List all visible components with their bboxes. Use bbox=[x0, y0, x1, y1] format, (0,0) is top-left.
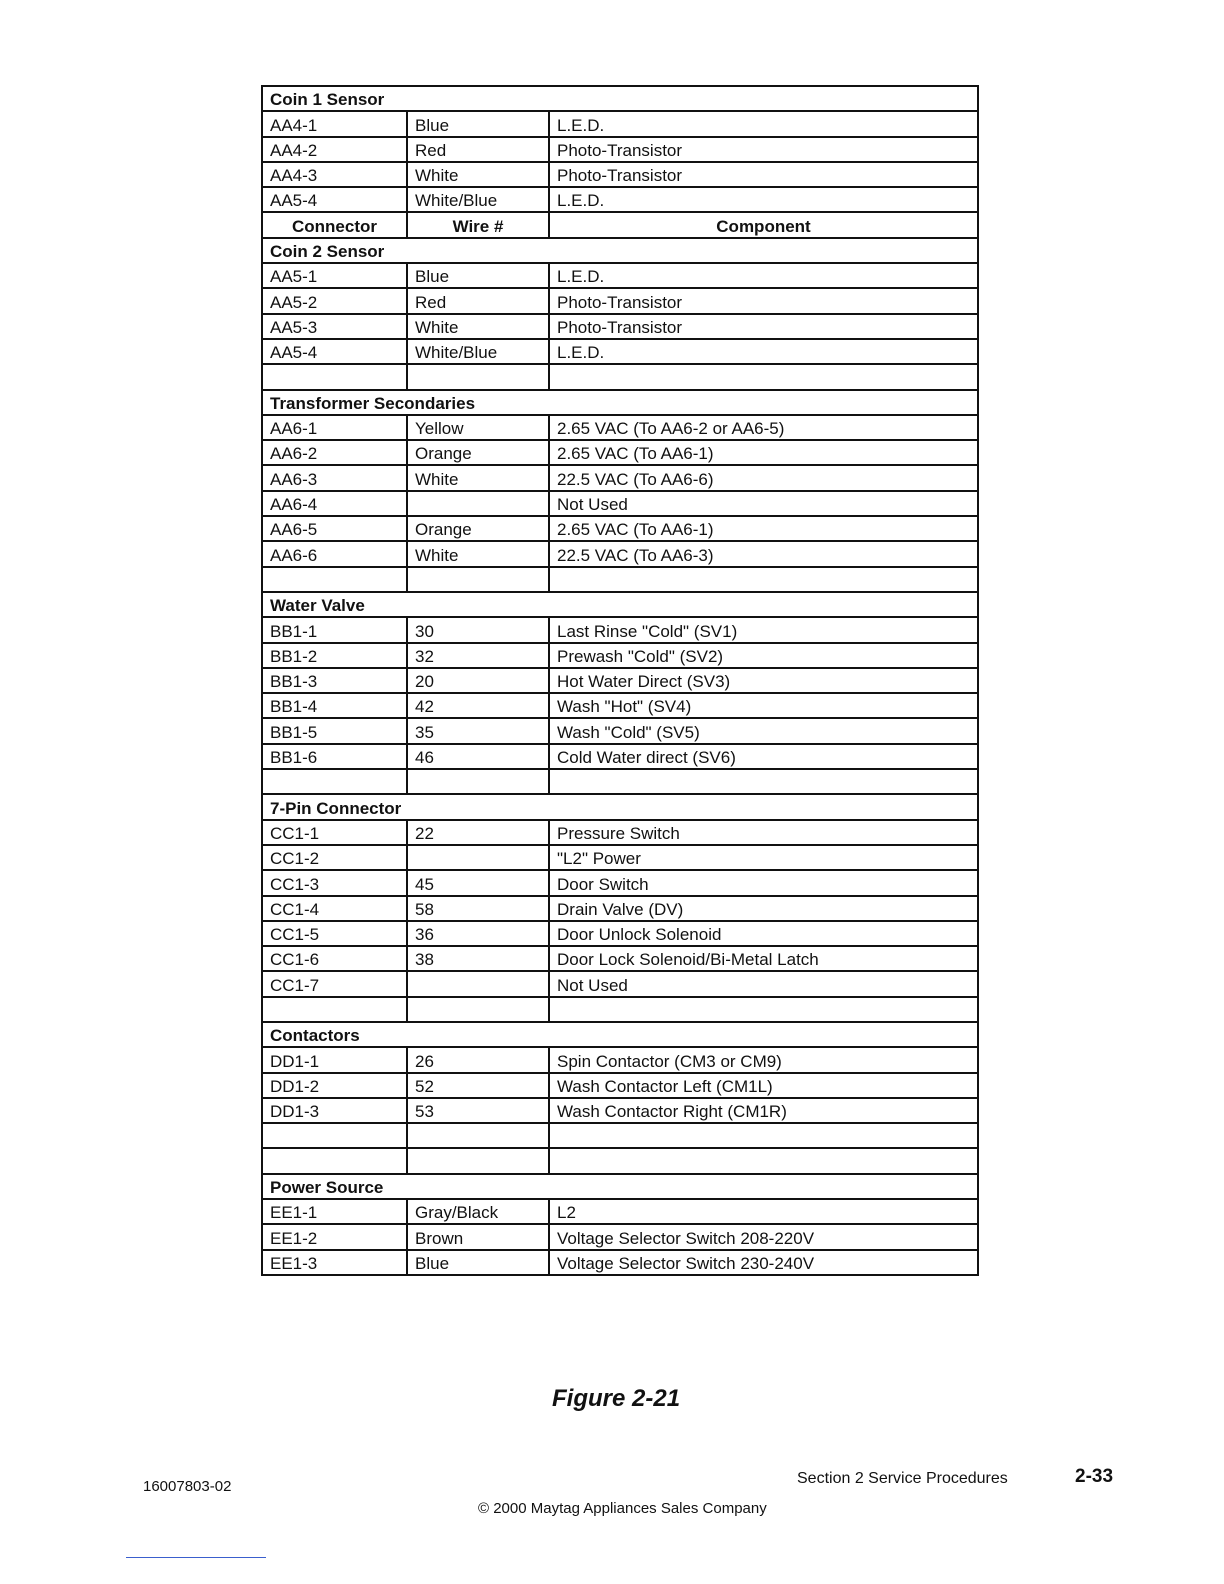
wire-cell: Brown bbox=[407, 1224, 549, 1249]
blank-cell bbox=[262, 1123, 407, 1148]
wire-cell: 22 bbox=[407, 820, 549, 845]
table-row bbox=[262, 744, 978, 769]
connector-cell: EE1-3 bbox=[262, 1250, 407, 1275]
header-component: Component bbox=[549, 212, 978, 237]
blank-cell bbox=[549, 567, 978, 592]
connector-cell: CC1-2 bbox=[262, 845, 407, 870]
wire-cell bbox=[407, 845, 549, 870]
connector-cell: BB1-6 bbox=[262, 744, 407, 769]
wire-cell bbox=[407, 971, 549, 996]
table-row bbox=[262, 896, 978, 921]
component-cell: Door Lock Solenoid/Bi-Metal Latch bbox=[549, 946, 978, 971]
component-cell: Hot Water Direct (SV3) bbox=[549, 668, 978, 693]
component-cell: Not Used bbox=[549, 971, 978, 996]
connector-cell: BB1-5 bbox=[262, 718, 407, 743]
connector-cell: EE1-2 bbox=[262, 1224, 407, 1249]
component-cell: Prewash "Cold" (SV2) bbox=[549, 643, 978, 668]
blank-row bbox=[262, 997, 978, 1022]
table-row bbox=[262, 1098, 978, 1123]
blank-row bbox=[262, 769, 978, 794]
component-cell: Photo-Transistor bbox=[549, 162, 978, 187]
blank-row bbox=[262, 1148, 978, 1173]
table-row bbox=[262, 921, 978, 946]
component-cell: L.E.D. bbox=[549, 339, 978, 364]
table-row bbox=[262, 870, 978, 895]
component-cell: Drain Valve (DV) bbox=[549, 896, 978, 921]
blank-row bbox=[262, 567, 978, 592]
component-cell: L.E.D. bbox=[549, 111, 978, 136]
wire-cell: Blue bbox=[407, 263, 549, 288]
section-title: Transformer Secondaries bbox=[262, 390, 978, 415]
table-row bbox=[262, 516, 978, 541]
connector-cell: AA6-3 bbox=[262, 465, 407, 490]
connector-cell: CC1-5 bbox=[262, 921, 407, 946]
table-row bbox=[262, 1073, 978, 1098]
blank-cell bbox=[262, 364, 407, 389]
table-row bbox=[262, 491, 978, 516]
section-title-row bbox=[262, 238, 978, 263]
component-cell: Wash "Cold" (SV5) bbox=[549, 718, 978, 743]
component-cell: 2.65 VAC (To AA6-1) bbox=[549, 440, 978, 465]
connector-cell: AA6-5 bbox=[262, 516, 407, 541]
connector-cell: CC1-7 bbox=[262, 971, 407, 996]
wire-cell: Orange bbox=[407, 440, 549, 465]
connector-cell: AA6-6 bbox=[262, 541, 407, 566]
connector-cell: AA5-1 bbox=[262, 263, 407, 288]
header-connector: Connector bbox=[262, 212, 407, 237]
table-row bbox=[262, 440, 978, 465]
component-cell: Wash "Hot" (SV4) bbox=[549, 693, 978, 718]
connector-cell: AA6-2 bbox=[262, 440, 407, 465]
wire-cell: White bbox=[407, 314, 549, 339]
wire-cell bbox=[407, 491, 549, 516]
wire-cell: Yellow bbox=[407, 415, 549, 440]
component-cell: Wash Contactor Left (CM1L) bbox=[549, 1073, 978, 1098]
component-cell: Pressure Switch bbox=[549, 820, 978, 845]
wire-cell: 35 bbox=[407, 718, 549, 743]
blank-cell bbox=[549, 1123, 978, 1148]
connector-cell: AA6-4 bbox=[262, 491, 407, 516]
connector-cell: CC1-6 bbox=[262, 946, 407, 971]
component-cell: 2.65 VAC (To AA6-1) bbox=[549, 516, 978, 541]
component-cell: L.E.D. bbox=[549, 187, 978, 212]
section-title: Water Valve bbox=[262, 592, 978, 617]
connector-cell: AA4-2 bbox=[262, 137, 407, 162]
table-row bbox=[262, 971, 978, 996]
table-row bbox=[262, 288, 978, 313]
table-row bbox=[262, 137, 978, 162]
section-title-row bbox=[262, 1174, 978, 1199]
footer-section-label: Section 2 Service Procedures bbox=[797, 1470, 1008, 1487]
wire-cell: Red bbox=[407, 288, 549, 313]
section-title-row bbox=[262, 86, 978, 111]
blank-cell bbox=[407, 567, 549, 592]
connector-cell: AA5-4 bbox=[262, 187, 407, 212]
blank-cell bbox=[549, 1148, 978, 1173]
table-row bbox=[262, 465, 978, 490]
component-cell: "L2" Power bbox=[549, 845, 978, 870]
connector-cell: CC1-3 bbox=[262, 870, 407, 895]
connector-cell: DD1-3 bbox=[262, 1098, 407, 1123]
component-cell: 22.5 VAC (To AA6-6) bbox=[549, 465, 978, 490]
blank-cell bbox=[407, 1148, 549, 1173]
table-row bbox=[262, 314, 978, 339]
component-cell: Photo-Transistor bbox=[549, 288, 978, 313]
figure-caption: Figure 2-21 bbox=[552, 1385, 681, 1412]
wire-cell: White bbox=[407, 465, 549, 490]
table-row bbox=[262, 187, 978, 212]
connector-cell: CC1-1 bbox=[262, 820, 407, 845]
blank-cell bbox=[549, 769, 978, 794]
connector-cell: BB1-1 bbox=[262, 617, 407, 642]
connector-cell: AA5-2 bbox=[262, 288, 407, 313]
table-row bbox=[262, 1224, 978, 1249]
connector-cell: BB1-4 bbox=[262, 693, 407, 718]
connector-cell: AA5-4 bbox=[262, 339, 407, 364]
wire-cell: 52 bbox=[407, 1073, 549, 1098]
table-row bbox=[262, 415, 978, 440]
wire-cell: 32 bbox=[407, 643, 549, 668]
wire-cell: 46 bbox=[407, 744, 549, 769]
section-title: Contactors bbox=[262, 1022, 978, 1047]
wire-cell: 53 bbox=[407, 1098, 549, 1123]
blank-cell bbox=[407, 769, 549, 794]
table-row bbox=[262, 1047, 978, 1072]
wire-cell: White bbox=[407, 162, 549, 187]
wire-cell: 20 bbox=[407, 668, 549, 693]
component-cell: Voltage Selector Switch 208-220V bbox=[549, 1224, 978, 1249]
table-row bbox=[262, 541, 978, 566]
table-row bbox=[262, 845, 978, 870]
wire-cell: Blue bbox=[407, 111, 549, 136]
component-cell: Voltage Selector Switch 230-240V bbox=[549, 1250, 978, 1275]
component-cell: Last Rinse "Cold" (SV1) bbox=[549, 617, 978, 642]
table-row bbox=[262, 668, 978, 693]
connector-cell: CC1-4 bbox=[262, 896, 407, 921]
section-title: Power Source bbox=[262, 1174, 978, 1199]
table-row bbox=[262, 617, 978, 642]
footnote-rule bbox=[126, 1557, 266, 1558]
connector-cell: DD1-2 bbox=[262, 1073, 407, 1098]
table-row bbox=[262, 162, 978, 187]
table-row bbox=[262, 820, 978, 845]
wire-cell: Gray/Black bbox=[407, 1199, 549, 1224]
table-row bbox=[262, 339, 978, 364]
blank-cell bbox=[262, 567, 407, 592]
component-cell: Photo-Transistor bbox=[549, 137, 978, 162]
section-title-row bbox=[262, 1022, 978, 1047]
wire-cell: 42 bbox=[407, 693, 549, 718]
wiring-table bbox=[261, 85, 979, 1276]
section-title: Coin 1 Sensor bbox=[262, 86, 978, 111]
wire-cell: Blue bbox=[407, 1250, 549, 1275]
table-row bbox=[262, 111, 978, 136]
wire-cell: White/Blue bbox=[407, 187, 549, 212]
blank-cell bbox=[262, 769, 407, 794]
wire-cell: 38 bbox=[407, 946, 549, 971]
section-title-row bbox=[262, 390, 978, 415]
blank-cell bbox=[549, 997, 978, 1022]
blank-cell bbox=[407, 364, 549, 389]
component-cell: Photo-Transistor bbox=[549, 314, 978, 339]
table-row bbox=[262, 1199, 978, 1224]
section-title: Coin 2 Sensor bbox=[262, 238, 978, 263]
table-row bbox=[262, 643, 978, 668]
section-title: 7-Pin Connector bbox=[262, 794, 978, 819]
blank-row bbox=[262, 1123, 978, 1148]
blank-row bbox=[262, 364, 978, 389]
wire-cell: 26 bbox=[407, 1047, 549, 1072]
table-row bbox=[262, 718, 978, 743]
wire-cell: 36 bbox=[407, 921, 549, 946]
column-header-row bbox=[262, 212, 978, 237]
connector-cell: EE1-1 bbox=[262, 1199, 407, 1224]
wire-cell: White bbox=[407, 541, 549, 566]
copyright-line: © 2000 Maytag Appliances Sales Company bbox=[478, 1500, 767, 1517]
component-cell: Door Switch bbox=[549, 870, 978, 895]
wire-cell: 58 bbox=[407, 896, 549, 921]
section-title-row bbox=[262, 592, 978, 617]
blank-cell bbox=[262, 997, 407, 1022]
component-cell: Cold Water direct (SV6) bbox=[549, 744, 978, 769]
blank-cell bbox=[262, 1148, 407, 1173]
header-wire-number: Wire # bbox=[407, 212, 549, 237]
component-cell: Wash Contactor Right (CM1R) bbox=[549, 1098, 978, 1123]
table-row bbox=[262, 263, 978, 288]
component-cell: Spin Contactor (CM3 or CM9) bbox=[549, 1047, 978, 1072]
component-cell: Door Unlock Solenoid bbox=[549, 921, 978, 946]
component-cell: L2 bbox=[549, 1199, 978, 1224]
component-cell: L.E.D. bbox=[549, 263, 978, 288]
blank-cell bbox=[407, 1123, 549, 1148]
connector-cell: AA6-1 bbox=[262, 415, 407, 440]
wire-cell: Orange bbox=[407, 516, 549, 541]
page-number: 2-33 bbox=[1075, 1466, 1114, 1487]
section-title-row bbox=[262, 794, 978, 819]
table-row bbox=[262, 1250, 978, 1275]
document-number: 16007803-02 bbox=[143, 1478, 232, 1495]
component-cell: Not Used bbox=[549, 491, 978, 516]
component-cell: 22.5 VAC (To AA6-3) bbox=[549, 541, 978, 566]
connector-cell: BB1-3 bbox=[262, 668, 407, 693]
wire-cell: White/Blue bbox=[407, 339, 549, 364]
blank-cell bbox=[549, 364, 978, 389]
connector-cell: AA5-3 bbox=[262, 314, 407, 339]
component-cell: 2.65 VAC (To AA6-2 or AA6-5) bbox=[549, 415, 978, 440]
blank-cell bbox=[407, 997, 549, 1022]
connector-cell: AA4-3 bbox=[262, 162, 407, 187]
table-row bbox=[262, 946, 978, 971]
wire-cell: Red bbox=[407, 137, 549, 162]
connector-cell: BB1-2 bbox=[262, 643, 407, 668]
connector-cell: DD1-1 bbox=[262, 1047, 407, 1072]
table-row bbox=[262, 693, 978, 718]
wire-cell: 45 bbox=[407, 870, 549, 895]
connector-cell: AA4-1 bbox=[262, 111, 407, 136]
wire-cell: 30 bbox=[407, 617, 549, 642]
